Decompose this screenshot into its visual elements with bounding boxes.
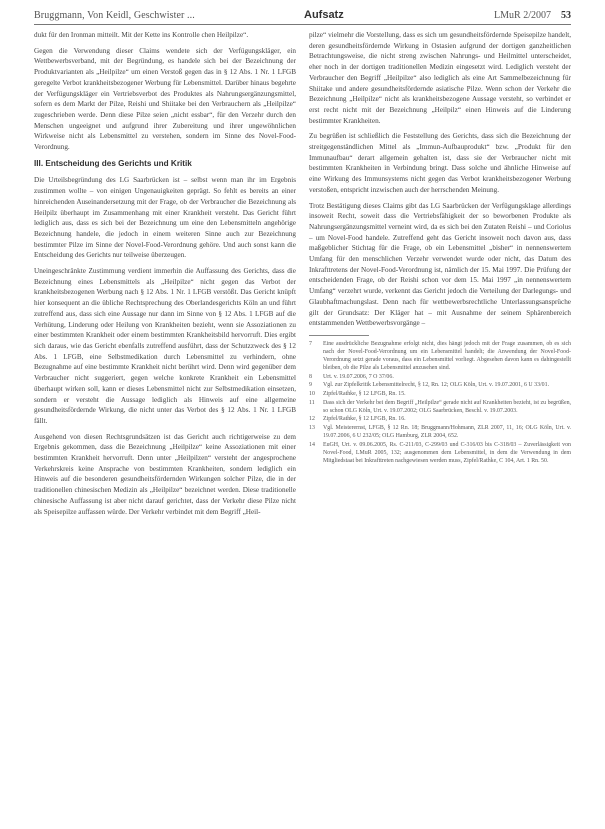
- footnote-number: 12: [309, 416, 315, 423]
- footnote: [309, 399, 571, 415]
- footnote-text: Vgl. Meisterernst, LFGB, § 12 Rn. 18; Bruggmann/Hohmann, ZLR 2007, 11, 16; OLG Köln, Urt. v. 19.07.2006, 6 U 232/05; OLG Hamburg, ZLR 2004, 652.: [323, 424, 571, 440]
- footnote-number: 10: [309, 391, 315, 398]
- footnote-number: 14: [309, 441, 315, 448]
- footnote-text: Zipfel/Rathke, § 12 LFGB, Rn. 15.: [323, 391, 406, 398]
- footnote-number: 7: [309, 340, 312, 347]
- paragraph: dukt für den Ironman mitteilt. Mit der Kette ins Kontrolle chen Heilpilze“.: [34, 31, 249, 39]
- footnote: [309, 415, 571, 423]
- paragraph: Die Urteilsbegründung des LG Saarbrücken ist – selbst wenn man ihr im Ergebnis zustimmen wollte – von einigen Ungenauigkeiten geprägt. So fehlt es bereits an einer hinreichenden Auseinandersetzung mit der Frage, ob der Verbraucher die Bezeichnung als Heilpilz überhaupt im Zusammenhang mit einer Krankheit versteht. Das Gericht führt lediglich aus, dass es sich bei der Bezeichnung um eine den Lebensmitteln angehörige Bezeichnung handele, die jedoch in einem weiteren Sinne auch zur Bezeichnung bestimmter Pilze im Sinne der Novel-Food-Verordnung gehöre. Und auch sonst kann die Entscheidung des Gerichts nur teilweise überzeugen.: [34, 176, 296, 260]
- right-column: [309, 30, 571, 465]
- footnote-text: Dass sich der Verkehr bei dem Begriff „Heilpilze“ gerade nicht auf Krankheiten bezieht, ist zu begrüßen, so schon OLG Köln, Urt. v. 19.07.2002; OLG Saarbrücken, Beschl. v. 19.07.2003.: [323, 399, 571, 414]
- footnote-number: 8: [309, 373, 312, 380]
- footnote-number: 9: [309, 382, 312, 389]
- footnote: [309, 424, 571, 440]
- paragraph: Uneingeschränkte Zustimmung verdient immerhin die Auffassung des Gerichts, dass die Bezeichnung eines Lebensmittels als „Heilpilze“ nicht gegen das Verbot der krankheitsbezogenen Werbung nach § 12 Abs. 1 Nr. 1 LFGB verstößt. Das Gericht knüpft hier konsequent an die übliche Rechtsprechung des Oberlandesgerichts Köln an und führt zutreffend aus, dass sich eine Aussage nur dann im Sinne von § 12 Abs. 1 LFGB auf die Verhütung, Linderung oder Heilung von Krankheiten bezieht, wenn sie Assoziationen zu einer bestimmten Krankheit oder einem bestimmten Krankheitsbild hervorruft. Dies ergibt sich daraus, wie das Gericht ebenfalls zutreffend ausführt, dass der Schutzzweck des § 12 Abs. 1 LFGB, eine Selbstmedikation durch Lebensmittel zu verhindern, ohne Bezugnahme auf eine bestimmte Krankheit nicht berührt wird. Denn wird gegenüber dem Verbraucher nicht suggeriert, gegen welche konkrete Krankheit ein Lebensmittel überhaupt wirken soll, kann er dieses Lebensmittel nicht zur Selbstmedikation einsetzen, sondern er versteht die Aussage lediglich als Hinweis auf eine allgemeine gesundheitsfördernde Wirkung, die nicht unter das Verbot des § 12 Abs. 1 Nr. 1 LFGB fällt.: [34, 267, 296, 425]
- header-rule: [34, 24, 571, 25]
- header-page-number: 53: [561, 10, 571, 21]
- footnote-text: EuGH, Urt. v. 09.06.2005, Rs. C-211/03, C-299/03 und C-316/03 bis C-318/03 – Zuverlässigkeit von Novel-Food, LMuR 2005, 132; ausgenommen dem Lebensmittel, in dem die Verwendung in dem Mitgliedstaat bei Inkrafttreten nachgewiesen werden muss, Zipfel/Rathke, C 104, Art. 1 Rn. 50.: [323, 441, 571, 464]
- header-section-label: Aufsatz: [304, 9, 344, 21]
- footnote-text: Urt. v. 19.07.2006, 7 O 37/06.: [323, 373, 394, 380]
- header-issue-page: [494, 10, 571, 21]
- footnotes: [309, 340, 571, 465]
- header-authors: Bruggmann, Von Keidl, Geschwister ...: [34, 10, 195, 21]
- section-heading: III. Entscheidung des Gerichts und Kritik: [34, 158, 192, 168]
- footnote-text: Eine ausdrückliche Bezugnahme erfolgt nicht, dies hängt jedoch mit der Frage zusammen, ob es sich nach der Novel-Food-Verordnung um ein Lebensmittel handelt; die Anwendung der Novel-Food-Verordnung setzt gerade voraus, dass ein Lebensmittel vorliegt. Abgesehen davon kann es dahingestellt bleiben, ob die Pilze als Lebensmittel anzusehen sind.: [323, 340, 571, 372]
- footnote: [309, 373, 571, 381]
- header-issue: LMuR 2/2007: [494, 10, 551, 21]
- footnote-number: 13: [309, 424, 315, 431]
- paragraph: Trotz Bestätigung dieses Claims gibt das LG Saarbrücken der Verfügungsklage allerdings insoweit Recht, soweit dass die Vertriebsfähigkeit der so beworbenen Produkte als Nahrungsergänzungsmittel verneint wird, da es sich bei den Zutaten Reishi – und Coriolus – um Novel-Food handele. Zutreffend geht das Gericht insoweit noch davon aus, dass maßgeblicher Stichtag für die Frage, ob ein Lebensmittel „bisher“ in nennenswertem Umfang für den menschlichen Verzehr verwendet wurde oder nicht, das Datum des Inkrafttretens der Novel-Food-Verordnung ist, nämlich der 15. Mai 1997. Die Prüfung der entscheidenden Frage, ob der Reishi schon vor dem 15. Mai 1997 „in nennenswertem Umfang“ verzehrt wurde, verkennt das Gericht jedoch die Verteilung der Darlegungs- und Glaubhaftmachungslast. Denn nach für wettbewerbsrechtliche Unterlassungsansprüche gilt der Grundsatz: Der Kläger hat – mit Ausnahme der seinem Sphärenbereich entstammenden Wettbewerbsvorgänge –: [309, 201, 571, 328]
- footnote: [309, 340, 571, 372]
- left-column: [34, 30, 296, 522]
- paragraph: Gegen die Verwendung dieser Claims wendete sich der Verfügungskläger, ein Wettbewerbsverband, mit der Begründung, es handele sich bei der Bezeichnung der Produktvarianten als „Heilpilze“ um einen Verstoß gegen das in § 12 Abs. 1 Nr. 1 LFGB geregelte Verbot krankheitsbezogener Werbung für Lebensmittel. Darüber hinaus begehrte der Verfügungskläger ein Vertriebsverbot des Produktes als Nahrungsergänzungsmittel, sofern es dem Markt der Pilze, Reishi und Shiitake bei den Verbrauchern als „Heilpilze“ zugeschrieben werde. Denn diese Pilze seien „nicht essbar“, für den Verzehr durch den Menschen ungeeignet und aufgrund ihrer Zubereitung und ihrer ungewöhnlichen Wirkweise nicht als Lebensmittel zu verstehen, sondern im Sinne des Novel-Food-Verordnung.: [34, 46, 296, 152]
- paragraph: Zu begrüßen ist schließlich die Feststellung des Gerichts, dass sich die Bezeichnung der streitgegenständlichen Mittel als „Immun-Aufbauprodukt“ bzw. „Produkt für den Immunaufbau“ derart allgemein gehalten ist, dass sie der Verbraucher nicht mit bestimmten Krankheiten in Verbindung bringt. Dass solche und ähnliche Hinweise auf eine Wirkung des Immunsystems nicht gegen das Verbot krankheitsbezogener Werbung verstoßen, entspricht inzwischen auch der herrschenden Meinung.: [309, 132, 571, 194]
- footnote: [309, 381, 571, 389]
- footnote: [309, 390, 571, 398]
- footnote-number: 11: [309, 399, 315, 406]
- paragraph: Ausgehend von diesen Rechtsgrundsätzen ist das Gericht auch richtigerweise zu dem Ergebnis gekommen, dass die Bezeichnung „Heilpilze“ keine Assoziationen mit einer bestimmten Krankheit hervorruft. Denn unter „Heilpilzen“ versteht der angesprochene Verkehrskreis keine Ansprache von bestimmten Krankheiten, sondern lediglich ein Hinweis auf die besonderen gesundheitsfördernden Wirkungen solcher Pilze, die in der traditionellen chinesischen Medizin als „Heilpilze“ bezeichnet werden. Diese traditionelle chinesische Auffassung ist aber nicht darauf gerichtet, dass der Verkehr diese Pilze nicht als Speisepilze auffassen würde. Der Verkehr verbindet mit dem Begriff „Heil-: [34, 432, 296, 516]
- footnote-rule: [309, 335, 369, 336]
- footnote-text: Vgl. zur Zipfelkritik Lebensmittelrecht, § 12, Rn. 12; OLG Köln, Urt. v. 19.07.2001, 6 U 33/01.: [323, 382, 550, 389]
- paragraph: pilze“ vielmehr die Vorstellung, dass es sich um gesundheitsfördernde Speisepilze handelt, deren gesundheitsfördernde Wirkung in Ostasien aufgrund der dortigen ganzheitlichen Betrachtungsweise, die nicht streng zwischen Nahrungs- und Heilmittel unterscheidet, eher noch in der dortigen traditionellen Medizin eingesetzt wird. Lediglich versteht der Verbraucher den Begriff „Heilpilze“ also lediglich als eine Art Sammelbezeichnung für Shiitake und andere gesundheitsfördernde asiatische Pilze. Wenn schon der Verkehr die Bezeichnung „Heilpilze“ nicht als krankheitsbezogene Aussage versteht, so verbindet er erst recht nicht mit der Bezeichnung „Heilpilz“ einen Hinweis auf die Linderung bestimmter Krankheiten.: [309, 31, 571, 125]
- footnote-text: Zipfel/Rathke, § 12 LFGB, Rn. 16.: [323, 416, 406, 423]
- footnote: [309, 441, 571, 465]
